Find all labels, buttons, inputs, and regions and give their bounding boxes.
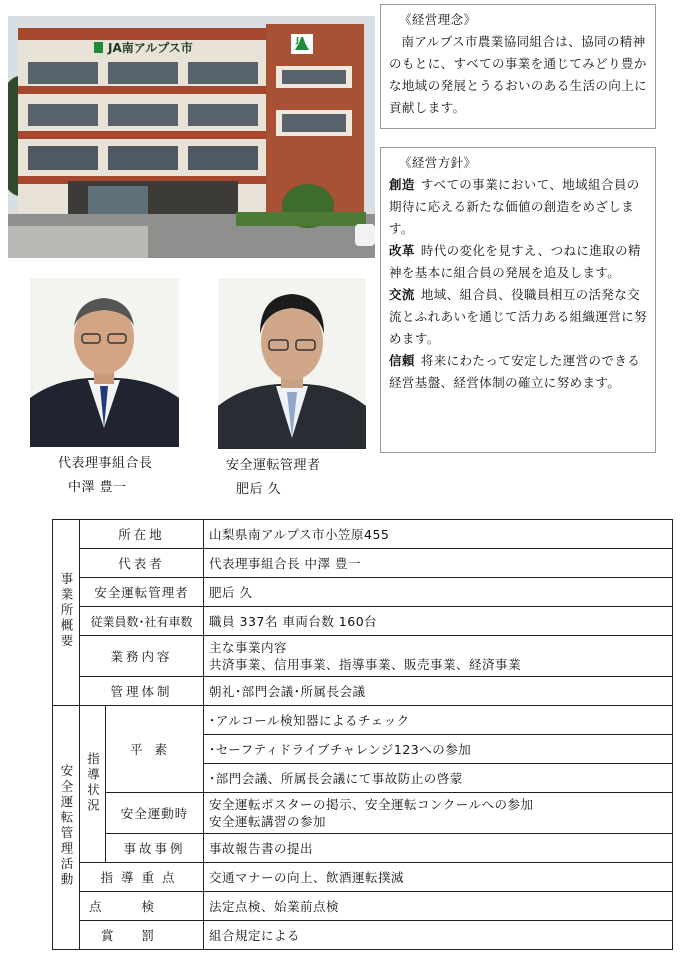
table-row (53, 636, 673, 677)
row-value (204, 636, 673, 677)
representative-caption (58, 452, 153, 500)
business-line: 共済事業、信用事業、指導事業、販売事業、経済事業 (209, 657, 522, 672)
philosophy-heading: 《経営理念》 (399, 12, 477, 27)
table-row (53, 677, 673, 706)
row-value: ･部門会議、所属長会議にて事故防止の啓蒙 (204, 764, 673, 793)
row-value: 山梨県南アルプス市小笠原455 (204, 520, 673, 549)
row-label: 所在地 (80, 520, 204, 549)
policy-keyword: 信頼 (389, 353, 415, 368)
safety-manager-name: 肥后 久 (236, 482, 282, 497)
campaign-line: 安全運転ポスターの掲示、安全運転コンクールへの参加 (209, 797, 534, 812)
section-guidance-status: 指導状況 (80, 706, 106, 863)
representative-photo (30, 278, 179, 447)
row-label: 安全運転管理者 (80, 578, 204, 607)
row-value: 事故報告書の提出 (204, 834, 673, 863)
row-value: 肥后 久 (204, 578, 673, 607)
row-label: 平素 (106, 706, 204, 793)
policy-item (389, 350, 647, 394)
business-line: 主な事業内容 (209, 640, 288, 655)
row-label: 指導重点 (80, 863, 204, 892)
row-label: 従業員数･社有車数 (80, 607, 204, 636)
table-row (53, 549, 673, 578)
philosophy-box (380, 4, 656, 129)
section-safety-activities: 安全運転管理活動 (53, 706, 80, 950)
row-value (204, 793, 673, 834)
table-row (53, 578, 673, 607)
policy-box (380, 147, 656, 453)
row-label: 賞罰 (80, 921, 204, 950)
policy-heading: 《経営方針》 (399, 155, 477, 170)
policy-text: 将来にわたって安定した運営のできる経営基盤、経営体制の確立に努めます。 (389, 353, 641, 390)
safety-manager-role: 安全運転管理者 (226, 458, 321, 473)
table-row (53, 863, 673, 892)
section-office-overview: 事業所概要 (53, 520, 80, 706)
row-label: 業務内容 (80, 636, 204, 677)
table-row (53, 921, 673, 950)
office-building-photo (8, 16, 375, 258)
safety-manager-caption (226, 454, 321, 502)
representative-role: 代表理事組合長 (58, 456, 153, 471)
campaign-line: 安全運転講習の参加 (209, 814, 327, 829)
row-label: 事故事例 (106, 834, 204, 863)
building-sign: JA南アルプス市 (108, 41, 193, 55)
table-row (53, 834, 673, 863)
policy-item (389, 284, 647, 350)
table-row (53, 706, 673, 735)
ja-logo: JA (296, 36, 306, 45)
row-label: 安全運動時 (106, 793, 204, 834)
row-value: 代表理事組合長 中澤 豊一 (204, 549, 673, 578)
table-row (53, 607, 673, 636)
row-value: 法定点検、始業前点検 (204, 892, 673, 921)
office-overview-table (52, 519, 673, 950)
policy-text: すべての事業において、地域組合員の期待に応える新たな価値の創造をめざします。 (389, 177, 640, 236)
row-value: ･アルコール検知器によるチェック (204, 706, 673, 735)
policy-text: 時代の変化を見すえ、つねに進取の精神を基本に組合員の発展を追及します。 (389, 243, 641, 280)
table-row (53, 520, 673, 549)
policy-keyword: 改革 (389, 243, 415, 258)
row-label: 点検 (80, 892, 204, 921)
row-label: 代表者 (80, 549, 204, 578)
safety-manager-photo (218, 278, 366, 449)
policy-item (389, 240, 647, 284)
policy-keyword: 創造 (389, 177, 415, 192)
row-value: 職員 337名 車両台数 160台 (204, 607, 673, 636)
policy-item (389, 174, 647, 240)
philosophy-text: 南アルプス市農業協同組合は、協同の精神のもとに、すべての事業を通じてみどり豊かな地域の発展とうるおいのある生活の向上に貢献します。 (389, 34, 648, 115)
policy-text: 地域、組合員、役職員相互の活発な交流とふれあいを通じて活力ある組織運営に努めます。 (389, 287, 648, 346)
row-value: 朝礼･部門会議･所属長会議 (204, 677, 673, 706)
row-value: ･セーフティドライブチャレンジ123への参加 (204, 735, 673, 764)
representative-name: 中澤 豊一 (68, 480, 127, 495)
row-label: 管理体制 (80, 677, 204, 706)
table-row (53, 793, 673, 834)
table-row (53, 892, 673, 921)
row-value: 交通マナーの向上、飲酒運転撲滅 (204, 863, 673, 892)
policy-keyword: 交流 (389, 287, 415, 302)
row-value: 組合規定による (204, 921, 673, 950)
